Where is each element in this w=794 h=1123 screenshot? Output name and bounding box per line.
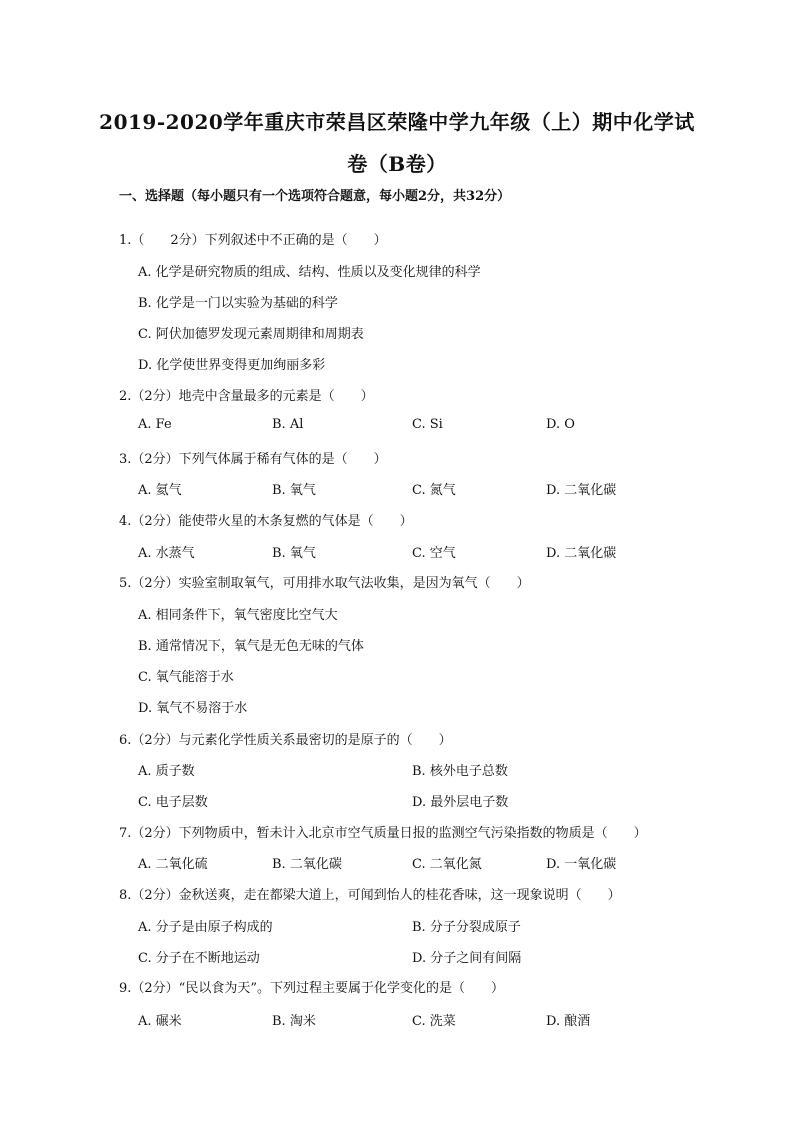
- question-9-stem: 9.（2分）“民以食为天”。下列过程主要属于化学变化的是（ ）: [119, 981, 504, 996]
- question-7-option-a: A. 二氧化硫: [138, 857, 208, 872]
- question-2-stem: 2.（2分）地壳中含量最多的元素是（ ）: [119, 389, 374, 404]
- question-3-option-a: A. 氦气: [138, 483, 182, 498]
- question-7-option-c: C. 二氧化氮: [412, 857, 482, 872]
- question-1-option-b: B. 化学是一门以实验为基础的科学: [138, 296, 338, 311]
- question-4-option-a: A. 水蒸气: [138, 546, 195, 561]
- question-7-option-d: D. 一氧化碳: [546, 857, 617, 872]
- question-8-option-d: D. 分子之间有间隔: [412, 951, 522, 966]
- question-1-stem: 1.（ 2分）下列叙述中不正确的是（ ）: [119, 233, 387, 248]
- question-6-stem: 6.（2分）与元素化学性质关系最密切的是原子的（ ）: [119, 733, 452, 748]
- question-5-option-c: C. 氧气能溶于水: [138, 670, 234, 685]
- question-4-option-b: B. 氧气: [272, 546, 316, 561]
- question-7-stem: 7.（2分）下列物质中，暂未计入北京市空气质量日报的监测空气污染指数的物质是（ ）: [119, 826, 647, 841]
- question-8-option-a: A. 分子是由原子构成的: [138, 920, 273, 935]
- question-2-option-a: A. Fe: [138, 417, 172, 432]
- question-3-option-c: C. 氮气: [412, 483, 456, 498]
- question-2-option-b: B. Al: [272, 417, 304, 432]
- page-title-line1: 2019-2020学年重庆市荣昌区荣隆中学九年级（上）期中化学试: [99, 110, 695, 134]
- question-5-option-b: B. 通常情况下，氧气是无色无味的气体: [138, 639, 364, 654]
- question-3-option-d: D. 二氧化碳: [546, 483, 617, 498]
- question-6-option-d: D. 最外层电子数: [412, 795, 509, 810]
- page-title-line2: 卷（B卷）: [347, 152, 447, 176]
- question-4-stem: 4.（2分）能使带火星的木条复燃的气体是（ ）: [119, 514, 413, 529]
- question-5-option-d: D. 氧气不易溶于水: [138, 701, 248, 716]
- question-5-option-a: A. 相同条件下，氧气密度比空气大: [138, 608, 338, 623]
- section-heading: 一、选择题（每小题只有一个选项符合题意，每小题2分，共32分）: [119, 189, 511, 204]
- question-6-option-b: B. 核外电子总数: [412, 764, 508, 779]
- question-4-option-d: D. 二氧化碳: [546, 546, 617, 561]
- question-1-option-d: D. 化学使世界变得更加绚丽多彩: [138, 358, 326, 373]
- question-8-option-b: B. 分子分裂成原子: [412, 920, 521, 935]
- question-3-option-b: B. 氧气: [272, 483, 316, 498]
- question-9-option-c: C. 洗菜: [412, 1014, 456, 1029]
- question-2-option-c: C. Si: [412, 417, 443, 432]
- question-1-option-c: C. 阿伏加德罗发现元素周期律和周期表: [138, 327, 364, 342]
- question-2-option-d: D. O: [546, 417, 575, 432]
- question-9-option-d: D. 酿酒: [546, 1014, 591, 1029]
- question-3-stem: 3.（2分）下列气体属于稀有气体的是（ ）: [119, 452, 387, 467]
- question-4-option-c: C. 空气: [412, 546, 456, 561]
- question-6-option-a: A. 质子数: [138, 764, 195, 779]
- question-9-option-b: B. 淘米: [272, 1014, 316, 1029]
- question-8-option-c: C. 分子在不断地运动: [138, 951, 260, 966]
- question-5-stem: 5.（2分）实验室制取氧气，可用排水取气法收集，是因为氧气（ ）: [119, 576, 530, 591]
- question-9-option-a: A. 碾米: [138, 1014, 182, 1029]
- question-7-option-b: B. 二氧化碳: [272, 857, 342, 872]
- question-1-option-a: A. 化学是研究物质的组成、结构、性质以及变化规律的科学: [138, 265, 481, 280]
- question-8-stem: 8.（2分）金秋送爽，走在都梁大道上，可闻到怡人的桂花香味，这一现象说明（ ）: [119, 888, 621, 903]
- question-6-option-c: C. 电子层数: [138, 795, 208, 810]
